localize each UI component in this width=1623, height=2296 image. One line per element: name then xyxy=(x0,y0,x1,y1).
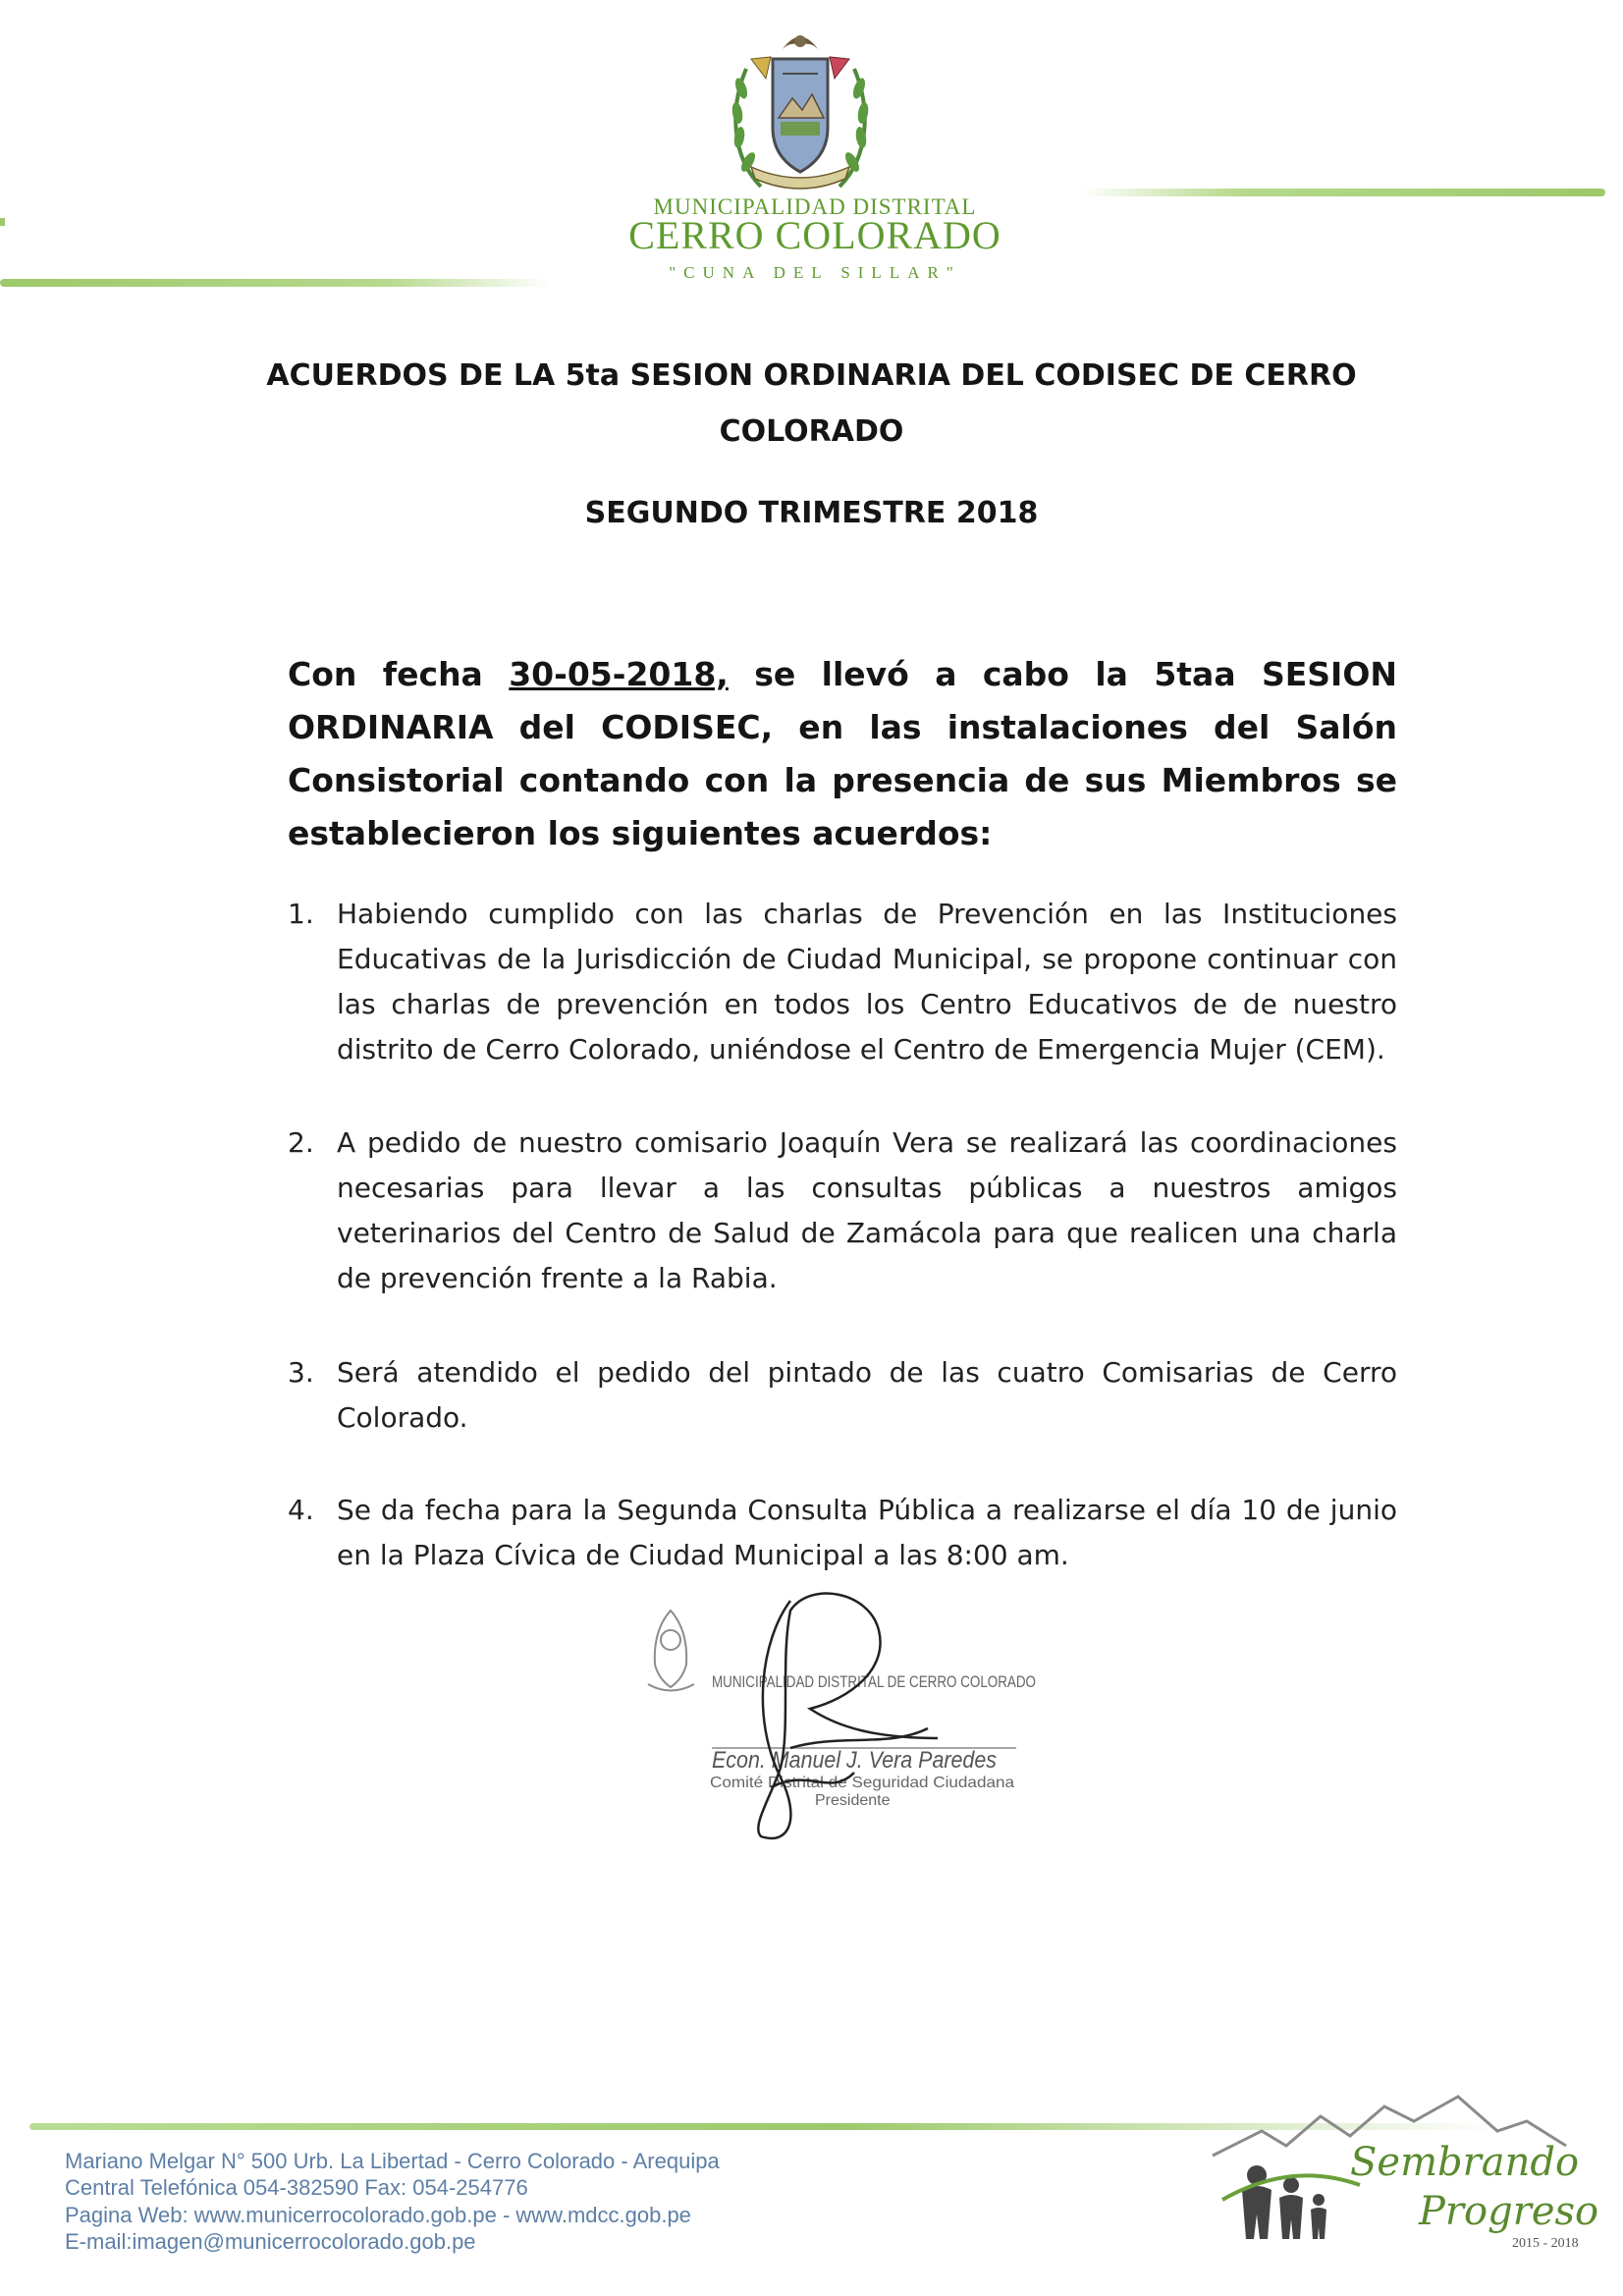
document-subtitle: SEGUNDO TRIMESTRE 2018 xyxy=(584,496,1039,530)
stamp-role2: Presidente xyxy=(815,1792,891,1809)
document-title-line2: COLORADO xyxy=(719,414,904,449)
list-item-text: Se da fecha para la Segunda Consulta Pública a realizarse el día 10 de junio en la Plaza Cívica de Ciudad Municipal a las 8:00 am. xyxy=(337,1494,1397,1571)
footer-phones: Central Telefónica 054-382590 Fax: 054-254776 xyxy=(65,2175,528,2200)
logo-line2: Progreso xyxy=(1419,2189,1599,2234)
stamp-role1: Comité Distrital de Seguridad Ciudadana xyxy=(710,1775,1015,1791)
list-item-number: 3. xyxy=(288,1356,314,1389)
stamp-name: Econ. Manuel J. Vera Paredes xyxy=(712,1747,997,1774)
list-item-text: Será atendido el pedido del pintado de las cuatro Comisarias de Cerro Colorado. xyxy=(337,1356,1397,1434)
footer-web: Pagina Web: www.municerrocolorado.gob.pe - www.mdcc.gob.pe xyxy=(65,2203,691,2227)
stamp-crest-icon xyxy=(648,1611,694,1691)
list-item xyxy=(288,1488,1397,1578)
campaign-logo xyxy=(1203,2092,1615,2259)
list-item xyxy=(288,1350,1397,1441)
margin-tick xyxy=(0,218,5,226)
stamp-line1: MUNICIPALIDAD DISTRITAL DE CERRO COLORADO xyxy=(712,1672,1036,1691)
logo-years: 2015 - 2018 xyxy=(1512,2236,1579,2251)
intro-rest: se llevó a cabo la 5taa SESION ORDINARIA del CODISEC, en las instalaciones del Salón Consistorial contando con la presencia de sus Miembros se establecieron los siguientes acuerdos: xyxy=(288,655,1398,852)
intro-prefix: Con fecha xyxy=(288,655,510,693)
list-item-number: 1. xyxy=(288,898,314,930)
list-item xyxy=(288,1121,1397,1301)
municipality-motto: "CUNA DEL SILLAR" xyxy=(669,263,961,282)
header-rule-left xyxy=(0,279,550,287)
list-item-text: Habiendo cumplido con las charlas de Prevención en las Instituciones Educativas de la Jurisdicción de Ciudad Municipal, se propone continuar con las charlas de prevención en todos los Centro Educativos de de nuestro distrito de Cerro Colorado, uniéndose el Centro de Emergencia Mujer (CEM). xyxy=(337,898,1397,1066)
municipality-line1: MUNICIPALIDAD DISTRITAL xyxy=(653,194,977,219)
session-date: 30-05-2018, xyxy=(509,655,729,693)
list-item-text: A pedido de nuestro comisario Joaquín Vera se realizará las coordinaciones necesarias para llevar a las consultas públicas a nuestros amigos veterinarios del Centro de Salud de Zamácola para que realicen una charla de prevención frente a la Rabia. xyxy=(337,1126,1397,1294)
municipal-crest-icon xyxy=(722,20,879,196)
municipality-name: CERRO COLORADO xyxy=(628,213,1001,257)
intro-paragraph xyxy=(288,648,1397,860)
logo-line1: Sembrando xyxy=(1350,2140,1580,2185)
list-item-number: 2. xyxy=(288,1126,314,1159)
footer-email: E-mail:imagen@municerrocolorado.gob.pe xyxy=(65,2229,476,2254)
list-item-number: 4. xyxy=(288,1494,314,1526)
list-item xyxy=(288,892,1397,1072)
signature-stamp xyxy=(643,1571,1065,1856)
header-rule-right xyxy=(1080,189,1605,196)
footer-address: Mariano Melgar N° 500 Urb. La Libertad - Cerro Colorado - Arequipa xyxy=(65,2149,720,2173)
document-title-line1: ACUERDOS DE LA 5ta SESION ORDINARIA DEL CODISEC DE CERRO xyxy=(266,358,1357,393)
